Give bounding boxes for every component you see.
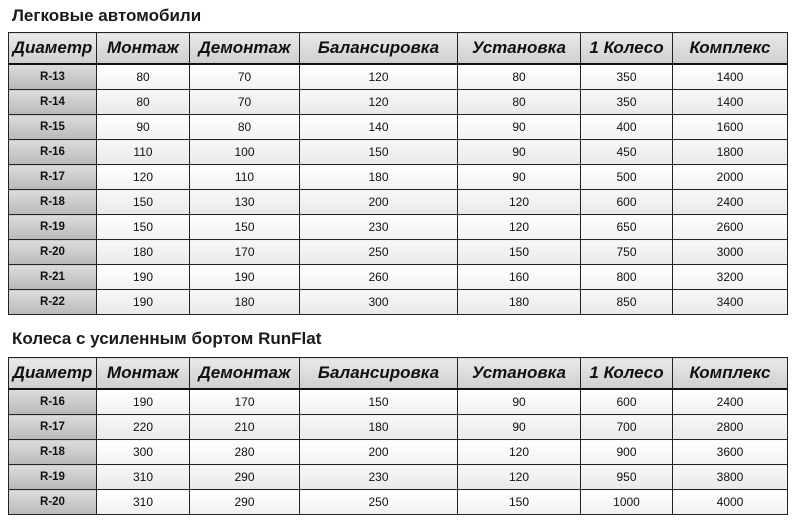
price-cell: 190 [190, 265, 300, 290]
table-row [9, 265, 788, 290]
table-header-row [9, 33, 788, 65]
price-cell: 4000 [673, 490, 788, 515]
diameter-cell: R-21 [9, 265, 97, 290]
column-header: Установка [458, 358, 581, 390]
price-cell: 180 [300, 415, 458, 440]
price-cell: 150 [97, 190, 190, 215]
price-cell: 310 [97, 465, 190, 490]
price-cell: 90 [458, 115, 581, 140]
price-cell: 90 [458, 140, 581, 165]
price-cell: 700 [581, 415, 673, 440]
price-cell: 90 [458, 165, 581, 190]
diameter-cell: R-17 [9, 415, 97, 440]
table-header-row [9, 358, 788, 390]
price-cell: 2000 [673, 165, 788, 190]
price-cell: 90 [458, 415, 581, 440]
price-cell: 190 [97, 290, 190, 315]
diameter-cell: R-15 [9, 115, 97, 140]
price-cell: 650 [581, 215, 673, 240]
table-row [9, 490, 788, 515]
price-cell: 190 [97, 265, 190, 290]
price-cell: 130 [190, 190, 300, 215]
column-header: Демонтаж [190, 33, 300, 65]
table-row [9, 465, 788, 490]
price-cell: 170 [190, 389, 300, 415]
price-cell: 3200 [673, 265, 788, 290]
price-cell: 70 [190, 64, 300, 90]
column-header: 1 Колесо [581, 358, 673, 390]
table-row [9, 90, 788, 115]
column-header: Диаметр [9, 358, 97, 390]
table-row [9, 215, 788, 240]
diameter-cell: R-19 [9, 215, 97, 240]
price-cell: 3600 [673, 440, 788, 465]
diameter-cell: R-20 [9, 490, 97, 515]
price-cell: 310 [97, 490, 190, 515]
price-cell: 600 [581, 389, 673, 415]
table-row [9, 165, 788, 190]
price-cell: 80 [97, 90, 190, 115]
price-cell: 230 [300, 215, 458, 240]
price-cell: 120 [458, 215, 581, 240]
price-cell: 120 [458, 440, 581, 465]
price-cell: 120 [300, 64, 458, 90]
price-cell: 400 [581, 115, 673, 140]
price-cell: 120 [300, 90, 458, 115]
price-cell: 1400 [673, 90, 788, 115]
price-cell: 350 [581, 64, 673, 90]
table-row [9, 190, 788, 215]
price-cell: 70 [190, 90, 300, 115]
price-table-runflat [8, 357, 788, 515]
price-table-passenger-cars [8, 32, 788, 315]
price-cell: 110 [97, 140, 190, 165]
price-cell: 1000 [581, 490, 673, 515]
diameter-cell: R-18 [9, 190, 97, 215]
price-cell: 800 [581, 265, 673, 290]
price-cell: 2400 [673, 190, 788, 215]
table-row [9, 290, 788, 315]
price-cell: 250 [300, 240, 458, 265]
price-cell: 80 [97, 64, 190, 90]
price-cell: 160 [458, 265, 581, 290]
diameter-cell: R-13 [9, 64, 97, 90]
diameter-cell: R-17 [9, 165, 97, 190]
price-cell: 120 [97, 165, 190, 190]
column-header: 1 Колесо [581, 33, 673, 65]
table-row [9, 115, 788, 140]
price-cell: 600 [581, 190, 673, 215]
price-cell: 1800 [673, 140, 788, 165]
price-cell: 2800 [673, 415, 788, 440]
column-header: Комплекс [673, 358, 788, 390]
price-cell: 150 [97, 215, 190, 240]
price-cell: 90 [97, 115, 190, 140]
price-cell: 120 [458, 190, 581, 215]
section-title-passenger-cars: Легковые автомобили [12, 6, 202, 25]
price-cell: 80 [458, 90, 581, 115]
price-cell: 3000 [673, 240, 788, 265]
price-cell: 150 [190, 215, 300, 240]
column-header: Балансировка [300, 358, 458, 390]
column-header: Диаметр [9, 33, 97, 65]
table-row [9, 440, 788, 465]
price-cell: 200 [300, 440, 458, 465]
price-cell: 90 [458, 389, 581, 415]
table-row [9, 64, 788, 90]
price-cell: 80 [458, 64, 581, 90]
price-cell: 210 [190, 415, 300, 440]
price-cell: 280 [190, 440, 300, 465]
column-header: Демонтаж [190, 358, 300, 390]
price-cell: 1600 [673, 115, 788, 140]
diameter-cell: R-16 [9, 389, 97, 415]
price-cell: 150 [300, 140, 458, 165]
table-row [9, 140, 788, 165]
price-cell: 300 [97, 440, 190, 465]
price-cell: 450 [581, 140, 673, 165]
price-cell: 190 [97, 389, 190, 415]
price-cell: 180 [458, 290, 581, 315]
price-cell: 150 [300, 389, 458, 415]
column-header: Монтаж [97, 358, 190, 390]
column-header: Комплекс [673, 33, 788, 65]
price-cell: 2600 [673, 215, 788, 240]
table-row [9, 240, 788, 265]
price-cell: 230 [300, 465, 458, 490]
price-cell: 110 [190, 165, 300, 190]
column-header: Балансировка [300, 33, 458, 65]
price-cell: 80 [190, 115, 300, 140]
price-cell: 500 [581, 165, 673, 190]
price-cell: 140 [300, 115, 458, 140]
price-cell: 750 [581, 240, 673, 265]
price-cell: 200 [300, 190, 458, 215]
diameter-cell: R-20 [9, 240, 97, 265]
diameter-cell: R-22 [9, 290, 97, 315]
price-cell: 300 [300, 290, 458, 315]
price-cell: 290 [190, 490, 300, 515]
price-cell: 1400 [673, 64, 788, 90]
price-cell: 950 [581, 465, 673, 490]
price-cell: 3800 [673, 465, 788, 490]
diameter-cell: R-16 [9, 140, 97, 165]
table-row [9, 389, 788, 415]
price-cell: 100 [190, 140, 300, 165]
price-cell: 150 [458, 490, 581, 515]
price-cell: 350 [581, 90, 673, 115]
diameter-cell: R-18 [9, 440, 97, 465]
price-cell: 170 [190, 240, 300, 265]
price-cell: 250 [300, 490, 458, 515]
section-title-runflat: Колеса с усиленным бортом RunFlat [12, 329, 322, 348]
column-header: Монтаж [97, 33, 190, 65]
price-cell: 180 [300, 165, 458, 190]
price-cell: 120 [458, 465, 581, 490]
column-header: Установка [458, 33, 581, 65]
diameter-cell: R-14 [9, 90, 97, 115]
price-cell: 180 [97, 240, 190, 265]
table-row [9, 415, 788, 440]
price-cell: 220 [97, 415, 190, 440]
price-cell: 850 [581, 290, 673, 315]
price-cell: 180 [190, 290, 300, 315]
price-cell: 260 [300, 265, 458, 290]
price-cell: 290 [190, 465, 300, 490]
price-cell: 150 [458, 240, 581, 265]
price-cell: 3400 [673, 290, 788, 315]
price-cell: 2400 [673, 389, 788, 415]
diameter-cell: R-19 [9, 465, 97, 490]
price-cell: 900 [581, 440, 673, 465]
